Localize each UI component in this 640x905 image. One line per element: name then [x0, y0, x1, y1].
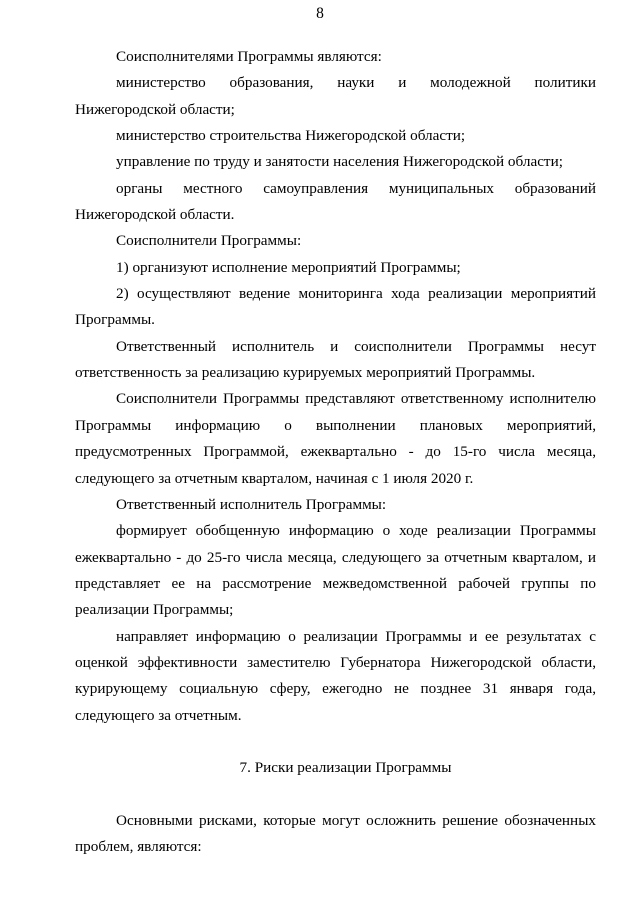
paragraph-ministry-construction: министерство строительства Нижегородской области;	[116, 127, 466, 145]
paragraph-ministry-education: министерство образования, науки и молодежной политики Нижегородской области;	[75, 74, 596, 118]
section-heading: 7. Риски реализации Программы	[239, 759, 452, 777]
paragraph-duty-1: 1) организуют исполнение мероприятий Программы;	[116, 258, 461, 276]
page-number: 8	[316, 5, 324, 22]
paragraph-local-government: органы местного самоуправления муниципальных образований Нижегородской области.	[75, 179, 596, 224]
paragraph-reporting: Соисполнители Программы представляют ответственному исполнителю Программы информацию о выполнении плановых мероприятий, предусмотренных Программой, ежеквартально - до 15-го числа месяца, следующего за отчетным кварталом, начиная с 1 июля 2020 г.	[75, 390, 596, 487]
paragraph-duty-2: 2) осуществляют ведение мониторинга хода реализации мероприятий Программы.	[75, 285, 596, 329]
section-spacer	[75, 782, 596, 808]
paragraph-labor-department: управление по труду и занятости населения Нижегородской области;	[116, 153, 563, 171]
section-spacer	[75, 729, 596, 755]
paragraph-main-risks: Основными рисками, которые могут осложнить решение обозначенных проблем, являются:	[75, 811, 596, 856]
document-body	[75, 44, 596, 861]
paragraph-responsibility: Ответственный исполнитель и соисполнители Программы несут ответственность за реализацию курируемых мероприятий Программы.	[75, 337, 596, 382]
paragraph-annual-report: направляет информацию о реализации Программы и ее результатах с оценкой эффективности заместителю Губернатора Нижегородской области, курирующему социальную сферу, ежегодно не позднее 31 января года, следующего за отчетным.	[75, 627, 596, 724]
paragraph-co-executors-duties: Соисполнители Программы:	[116, 232, 302, 250]
paragraph-co-executors-intro: Соисполнителями Программы являются:	[116, 48, 382, 65]
paragraph-summary-info: формирует обобщенную информацию о ходе реализации Программы ежеквартально - до 25-го числа месяца, следующего за отчетным кварталом, и представляет ее на рассмотрение межведомственной рабочей группы по реализации Программы;	[75, 522, 596, 619]
paragraph-responsible-executor: Ответственный исполнитель Программы:	[116, 495, 387, 513]
